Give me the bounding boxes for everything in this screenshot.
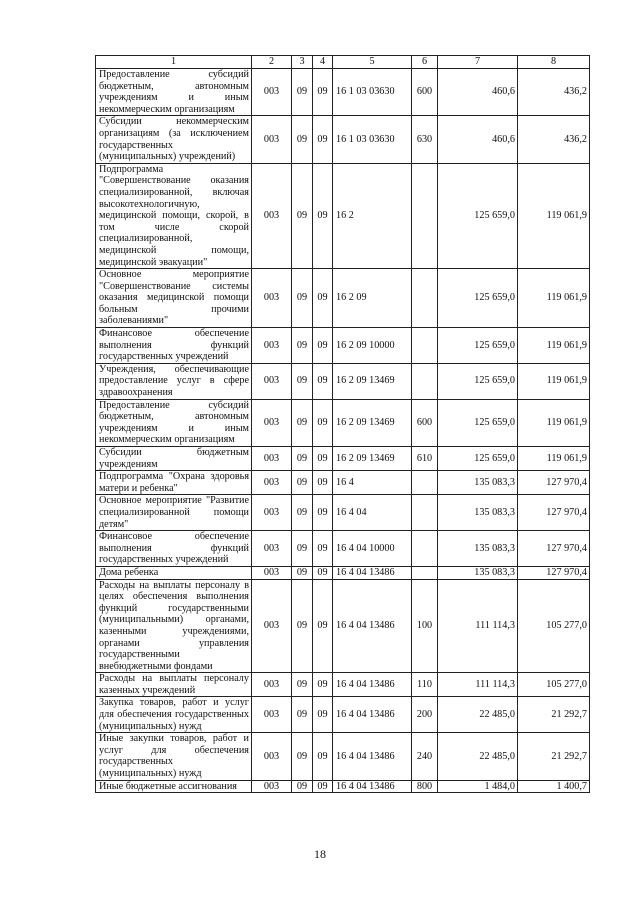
row-description: Основное мероприятие "Развитие специализированной помощи детям" (96, 495, 252, 531)
cell-expense-type (412, 566, 438, 579)
cell-admin-code: 003 (252, 733, 292, 780)
cell-expense-type (412, 363, 438, 399)
cell-section: 09 (292, 328, 313, 364)
cell-admin-code: 003 (252, 69, 292, 116)
cell-amount-plan: 135 083,3 (438, 531, 518, 567)
cell-target-article: 16 4 04 13486 (333, 780, 412, 793)
table-row (96, 269, 590, 328)
cell-amount-plan: 125 659,0 (438, 363, 518, 399)
table-row (96, 495, 590, 531)
cell-section: 09 (292, 116, 313, 163)
cell-admin-code: 003 (252, 399, 292, 446)
cell-amount-actual: 21 292,7 (518, 697, 590, 733)
cell-target-article: 16 1 03 03630 (333, 69, 412, 116)
cell-target-article: 16 4 (333, 471, 412, 495)
cell-target-article: 16 4 04 10000 (333, 531, 412, 567)
cell-target-article: 16 2 09 13469 (333, 363, 412, 399)
cell-expense-type: 200 (412, 697, 438, 733)
column-header: 5 (333, 56, 412, 69)
table-row (96, 733, 590, 780)
cell-admin-code: 003 (252, 780, 292, 793)
cell-subsection: 09 (313, 579, 333, 673)
row-description: Закупка товаров, работ и услуг для обеспечения государственных (муниципальных) нужд (96, 697, 252, 733)
cell-section: 09 (292, 471, 313, 495)
cell-target-article: 16 4 04 13486 (333, 579, 412, 673)
cell-section: 09 (292, 163, 313, 268)
cell-section: 09 (292, 363, 313, 399)
cell-amount-actual: 105 277,0 (518, 673, 590, 697)
table-row (96, 697, 590, 733)
cell-target-article: 16 4 04 13486 (333, 673, 412, 697)
cell-expense-type: 610 (412, 447, 438, 471)
cell-admin-code: 003 (252, 363, 292, 399)
cell-amount-actual: 21 292,7 (518, 733, 590, 780)
column-header: 7 (438, 56, 518, 69)
cell-section: 09 (292, 531, 313, 567)
cell-expense-type (412, 328, 438, 364)
table-row (96, 471, 590, 495)
cell-subsection: 09 (313, 328, 333, 364)
cell-amount-plan: 22 485,0 (438, 697, 518, 733)
cell-expense-type: 630 (412, 116, 438, 163)
cell-amount-plan: 125 659,0 (438, 447, 518, 471)
table-row (96, 579, 590, 673)
cell-expense-type: 600 (412, 399, 438, 446)
budget-table (95, 55, 590, 793)
cell-section: 09 (292, 399, 313, 446)
row-description: Финансовое обеспечение выполнения функций государственных учреждений (96, 328, 252, 364)
cell-admin-code: 003 (252, 471, 292, 495)
cell-expense-type: 600 (412, 69, 438, 116)
cell-target-article: 16 4 04 13486 (333, 697, 412, 733)
row-description: Финансовое обеспечение выполнения функций государственных учреждений (96, 531, 252, 567)
cell-subsection: 09 (313, 780, 333, 793)
cell-section: 09 (292, 579, 313, 673)
cell-amount-actual: 1 400,7 (518, 780, 590, 793)
cell-amount-plan: 135 083,3 (438, 566, 518, 579)
cell-section: 09 (292, 733, 313, 780)
cell-section: 09 (292, 697, 313, 733)
cell-target-article: 16 2 09 13469 (333, 447, 412, 471)
cell-target-article: 16 4 04 13486 (333, 733, 412, 780)
cell-expense-type (412, 495, 438, 531)
cell-amount-plan: 460,6 (438, 116, 518, 163)
row-description: Иные бюджетные ассигнования (96, 780, 252, 793)
cell-target-article: 16 1 03 03630 (333, 116, 412, 163)
cell-subsection: 09 (313, 447, 333, 471)
cell-admin-code: 003 (252, 447, 292, 471)
cell-amount-actual: 119 061,9 (518, 447, 590, 471)
column-header: 2 (252, 56, 292, 69)
column-header: 6 (412, 56, 438, 69)
table-row (96, 328, 590, 364)
cell-amount-plan: 125 659,0 (438, 163, 518, 268)
cell-target-article: 16 2 09 13469 (333, 399, 412, 446)
cell-section: 09 (292, 495, 313, 531)
cell-subsection: 09 (313, 399, 333, 446)
table-row (96, 163, 590, 268)
cell-amount-plan: 460,6 (438, 69, 518, 116)
cell-subsection: 09 (313, 566, 333, 579)
cell-expense-type: 110 (412, 673, 438, 697)
row-description: Расходы на выплаты персоналу в целях обеспечения выполнения функций государственными (муниципальными) органами, казенными учреждениями, органами управления государственными внебюджетными фондами (96, 579, 252, 673)
cell-subsection: 09 (313, 673, 333, 697)
cell-admin-code: 003 (252, 531, 292, 567)
cell-amount-actual: 127 970,4 (518, 471, 590, 495)
cell-amount-actual: 119 061,9 (518, 269, 590, 328)
column-header: 1 (96, 56, 252, 69)
cell-amount-plan: 135 083,3 (438, 495, 518, 531)
cell-amount-plan: 135 083,3 (438, 471, 518, 495)
table-row (96, 69, 590, 116)
cell-expense-type (412, 269, 438, 328)
cell-amount-actual: 436,2 (518, 116, 590, 163)
cell-amount-actual: 127 970,4 (518, 566, 590, 579)
cell-admin-code: 003 (252, 116, 292, 163)
table-row (96, 673, 590, 697)
cell-section: 09 (292, 447, 313, 471)
table-header-row (96, 56, 590, 69)
cell-admin-code: 003 (252, 673, 292, 697)
row-description: Иные закупки товаров, работ и услуг для обеспечения государственных (муниципальных) нужд (96, 733, 252, 780)
table-row (96, 363, 590, 399)
table-row (96, 531, 590, 567)
cell-section: 09 (292, 269, 313, 328)
cell-amount-plan: 125 659,0 (438, 328, 518, 364)
cell-amount-actual: 105 277,0 (518, 579, 590, 673)
cell-expense-type (412, 471, 438, 495)
cell-admin-code: 003 (252, 566, 292, 579)
cell-subsection: 09 (313, 495, 333, 531)
cell-subsection: 09 (313, 471, 333, 495)
table-row (96, 566, 590, 579)
cell-admin-code: 003 (252, 328, 292, 364)
cell-expense-type (412, 163, 438, 268)
cell-expense-type: 240 (412, 733, 438, 780)
table-row (96, 116, 590, 163)
column-header: 4 (313, 56, 333, 69)
cell-amount-plan: 22 485,0 (438, 733, 518, 780)
cell-expense-type: 800 (412, 780, 438, 793)
cell-section: 09 (292, 673, 313, 697)
cell-amount-plan: 1 484,0 (438, 780, 518, 793)
column-header: 3 (292, 56, 313, 69)
cell-amount-actual: 119 061,9 (518, 163, 590, 268)
cell-target-article: 16 4 04 13486 (333, 566, 412, 579)
cell-admin-code: 003 (252, 495, 292, 531)
cell-expense-type: 100 (412, 579, 438, 673)
cell-admin-code: 003 (252, 579, 292, 673)
cell-expense-type (412, 531, 438, 567)
cell-admin-code: 003 (252, 697, 292, 733)
budget-table-container (95, 55, 589, 793)
cell-amount-actual: 436,2 (518, 69, 590, 116)
cell-amount-plan: 111 114,3 (438, 673, 518, 697)
cell-subsection: 09 (313, 697, 333, 733)
cell-subsection: 09 (313, 269, 333, 328)
cell-target-article: 16 2 (333, 163, 412, 268)
row-description: Расходы на выплаты персоналу казенных учреждений (96, 673, 252, 697)
cell-amount-actual: 119 061,9 (518, 328, 590, 364)
cell-amount-actual: 119 061,9 (518, 363, 590, 399)
cell-subsection: 09 (313, 116, 333, 163)
cell-subsection: 09 (313, 69, 333, 116)
row-description: Подпрограмма "Совершенствование оказания специализированной, включая высокотехнологичную, медицинской помощи, скорой, в том числе скорой специализированной, медицинской помощи, медицинской эвакуации" (96, 163, 252, 268)
row-description: Предоставление субсидий бюджетным, автономным учреждениям и иным некоммерческим организациям (96, 69, 252, 116)
row-description: Субсидии некоммерческим организациям (за исключением государственных (муниципальных) учреждений) (96, 116, 252, 163)
cell-amount-actual: 119 061,9 (518, 399, 590, 446)
cell-amount-plan: 125 659,0 (438, 399, 518, 446)
column-header: 8 (518, 56, 590, 69)
cell-section: 09 (292, 69, 313, 116)
table-row (96, 399, 590, 446)
row-description: Предоставление субсидий бюджетным, автономным учреждениям и иным некоммерческим организациям (96, 399, 252, 446)
cell-target-article: 16 4 04 (333, 495, 412, 531)
cell-amount-actual: 127 970,4 (518, 531, 590, 567)
cell-target-article: 16 2 09 (333, 269, 412, 328)
cell-amount-plan: 125 659,0 (438, 269, 518, 328)
cell-section: 09 (292, 566, 313, 579)
row-description: Основное мероприятие "Совершенствование системы оказания медицинской помощи больным прочими заболеваниями" (96, 269, 252, 328)
cell-section: 09 (292, 780, 313, 793)
cell-target-article: 16 2 09 10000 (333, 328, 412, 364)
table-row (96, 447, 590, 471)
row-description: Учреждения, обеспечивающие предоставление услуг в сфере здравоохранения (96, 363, 252, 399)
cell-subsection: 09 (313, 363, 333, 399)
row-description: Субсидии бюджетным учреждениям (96, 447, 252, 471)
table-row (96, 780, 590, 793)
page-number: 18 (314, 847, 326, 861)
cell-subsection: 09 (313, 531, 333, 567)
row-description: Дома ребенка (96, 566, 252, 579)
cell-subsection: 09 (313, 163, 333, 268)
cell-amount-plan: 111 114,3 (438, 579, 518, 673)
cell-amount-actual: 127 970,4 (518, 495, 590, 531)
cell-admin-code: 003 (252, 163, 292, 268)
cell-admin-code: 003 (252, 269, 292, 328)
cell-subsection: 09 (313, 733, 333, 780)
row-description: Подпрограмма "Охрана здоровья матери и ребенка" (96, 471, 252, 495)
